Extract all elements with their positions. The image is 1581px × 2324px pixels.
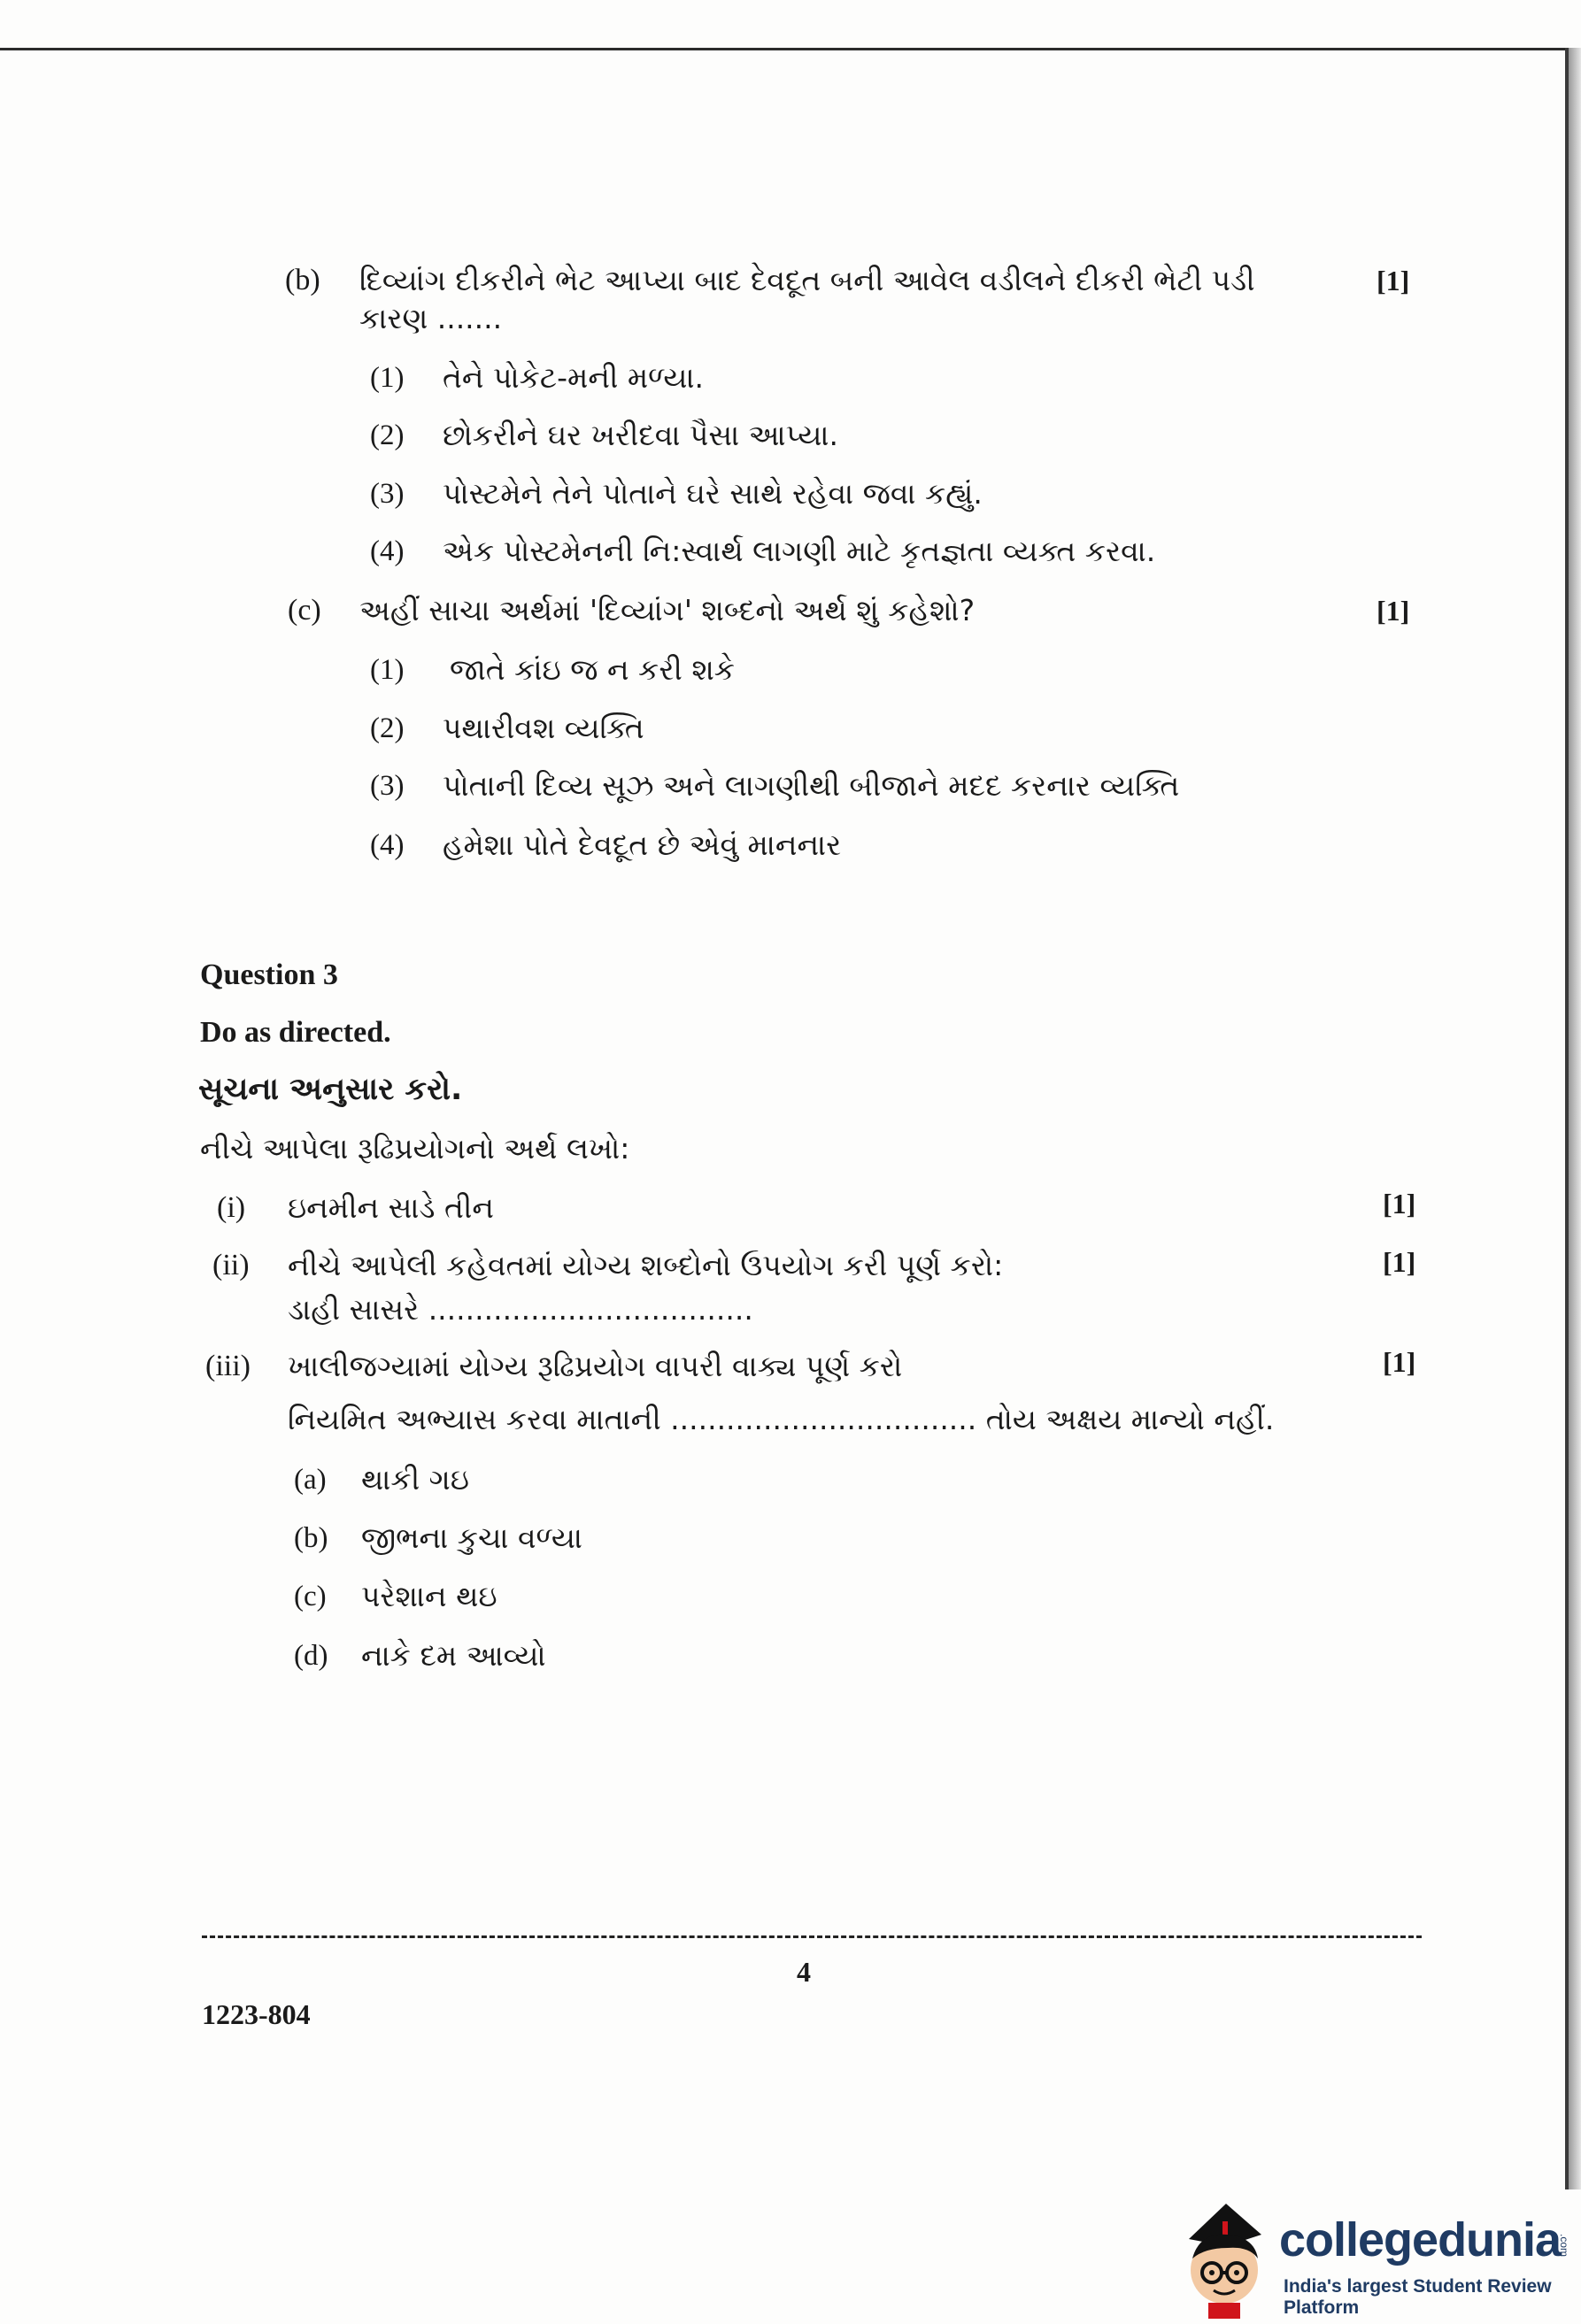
option-text: તેને પોકેટ-મની મળ્યા.: [443, 360, 705, 395]
option-letter: (d): [294, 1640, 328, 1672]
subquestion-b-text: દિવ્યાંગ દીકરીને ભેટ આપ્યા બાદ દેવદૂત બની આવેલ વડીલને દીકરી ભેટી પડી: [359, 263, 1255, 297]
option-number: (3): [370, 770, 405, 802]
logo-domain: .com: [1558, 2234, 1570, 2258]
option-number: (2): [370, 419, 405, 451]
option-text: હમેશા પોતે દેવદૂત છે એવું માનનાર: [443, 827, 842, 862]
option-text: એક પોસ્ટમેનની નિ:સ્વાર્થ લાગણી માટે કૃતજ્ઞતા વ્યક્ત કરવા.: [443, 534, 1156, 568]
option-letter: (c): [294, 1581, 327, 1612]
option-letter: (b): [294, 1522, 328, 1554]
option-number: (1): [370, 362, 405, 394]
subquestion-b-text-cont: કારણ .......: [359, 301, 503, 335]
item-ii-label: (ii): [212, 1249, 250, 1281]
mascot-icon: [1173, 2195, 1279, 2319]
paper-code: 1223-804: [202, 1998, 311, 2030]
option-text: નાકે દમ આવ્યો: [361, 1638, 546, 1673]
item-iii-text: ખાલીજગ્યામાં યોગ્ય રૂઢિપ્રયોગ વાપરી વાક્ય પૂર્ણ કરો: [288, 1349, 903, 1383]
option-letter: (a): [294, 1464, 327, 1496]
item-iii-label: (iii): [205, 1350, 251, 1382]
option-text: જીભના કુચા વળ્યા: [361, 1520, 582, 1555]
option-number: (3): [370, 478, 405, 510]
item-i-marks: [1]: [1383, 1188, 1416, 1220]
option-number: (4): [370, 829, 405, 861]
option-text: થાકી ગઇ: [361, 1462, 469, 1497]
footer-divider: [202, 1935, 1422, 1938]
page-top-edge: [0, 48, 1581, 50]
option-text: છોકરીને ઘર ખરીદવા પૈસા આપ્યા.: [443, 418, 838, 452]
option-number: (2): [370, 712, 405, 744]
item-iii-sentence: નિયમિત અભ્યાસ કરવા માતાની ................................. તોય અક્ષય માન્યો નહીં.: [288, 1402, 1275, 1436]
logo-tagline: India's largest Student Review Platform: [1284, 2276, 1552, 2318]
logo-wordmark: collegedunia: [1279, 2213, 1562, 2266]
question-3-intro: નીચે આપેલા રૂઢિપ્રયોગનો અર્થ લખો:: [200, 1131, 630, 1166]
question-3-instruction-gujarati: સૂચના અનુસાર કરો.: [198, 1072, 463, 1107]
page-shadow: [1569, 48, 1581, 2189]
item-i-label: (i): [217, 1191, 246, 1224]
option-text: પોતાની દિવ્ય સૂઝ અને લાગણીથી બીજાને મદદ કરનાર વ્યક્તિ: [443, 768, 1180, 803]
item-i-text: ઇનમીન સાડે તીન: [288, 1190, 494, 1225]
subquestion-b-label: (b): [285, 264, 320, 296]
question-3-instruction: Do as directed.: [200, 1016, 391, 1049]
subquestion-c-label: (c): [288, 594, 321, 627]
option-text: પરેશાન થઇ: [361, 1579, 497, 1613]
page-number: 4: [797, 1956, 811, 1988]
item-iii-marks: [1]: [1383, 1346, 1416, 1378]
subquestion-c-marks: [1]: [1377, 595, 1410, 627]
item-ii-marks: [1]: [1383, 1246, 1416, 1278]
option-text: જાતે કાંઇ જ ન કરી શકે: [450, 652, 736, 687]
item-ii-proverb: ડાહી સાસરે ...................................: [288, 1292, 753, 1327]
option-number: (4): [370, 535, 405, 567]
option-text: પોસ્ટમેને તેને પોતાને ઘરે સાથે રહેવા જવા કહ્યું.: [443, 476, 983, 511]
option-text: પથારીવશ વ્યક્તિ: [443, 711, 644, 745]
item-ii-text: નીચે આપેલી કહેવતમાં યોગ્ય શબ્દોનો ઉપયોગ કરી પૂર્ણ કરો:: [288, 1248, 1004, 1282]
collegedunia-logo[interactable]: [1173, 2195, 1576, 2319]
question-3-title: Question 3: [200, 958, 338, 991]
option-number: (1): [370, 654, 405, 686]
subquestion-c-text: અહીં સાચા અર્થમાં 'દિવ્યાંગ' શબ્દનો અર્થ શું કહેશો?: [359, 593, 976, 627]
subquestion-b-marks: [1]: [1377, 265, 1410, 296]
